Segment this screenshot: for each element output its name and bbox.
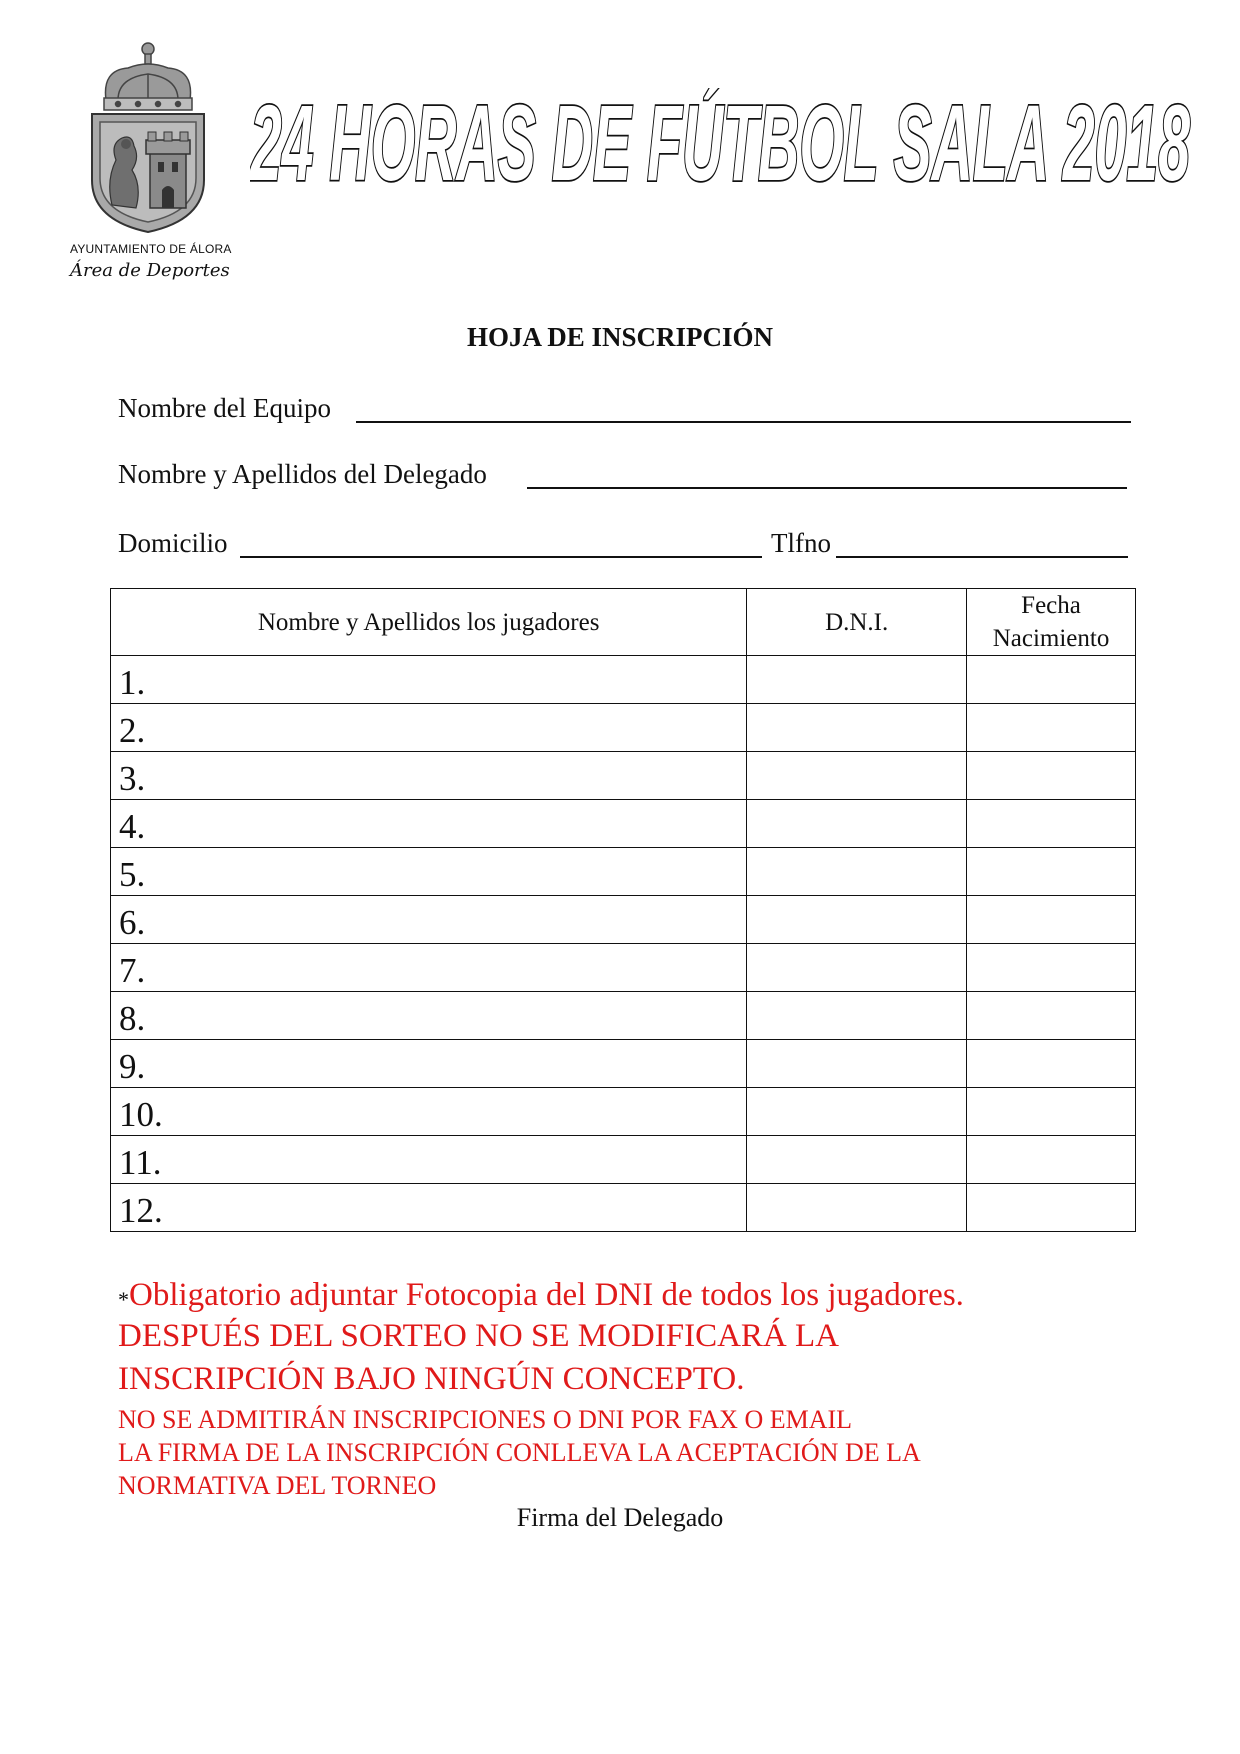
table-row	[111, 800, 1136, 848]
dni-cell[interactable]	[747, 752, 967, 800]
dni-cell[interactable]	[747, 896, 967, 944]
sheet-title: HOJA DE INSCRIPCIÓN	[466, 322, 774, 352]
table-row	[111, 896, 1136, 944]
notice-asterisk: *	[118, 1287, 129, 1312]
player-name-cell[interactable]: 10.	[111, 1088, 747, 1136]
notice-line-2: DESPUÉS DEL SORTEO NO SE MODIFICARÁ LA	[118, 1318, 840, 1354]
birth-date-cell[interactable]	[967, 896, 1136, 944]
birth-date-cell[interactable]	[967, 1184, 1136, 1232]
player-name-cell[interactable]: 2.	[111, 704, 747, 752]
table-row	[111, 1184, 1136, 1232]
birth-date-cell[interactable]	[967, 800, 1136, 848]
address-label: Domicilio	[118, 528, 228, 558]
organization-name: AYUNTAMIENTO DE ÁLORA	[70, 242, 232, 256]
player-name-cell[interactable]: 8.	[111, 992, 747, 1040]
table-row	[111, 1040, 1136, 1088]
municipal-logo	[60, 40, 230, 290]
birth-date-cell[interactable]	[967, 1040, 1136, 1088]
table-row	[111, 656, 1136, 704]
header-player-name: Nombre y Apellidos los jugadores	[111, 589, 747, 656]
table-row	[111, 992, 1136, 1040]
players-table	[110, 588, 1136, 1232]
delegate-signature-label: Firma del Delegado	[516, 1503, 724, 1532]
coat-of-arms-icon	[88, 40, 208, 235]
notice-line-3: INSCRIPCIÓN BAJO NINGÚN CONCEPTO.	[118, 1361, 745, 1397]
notice-line-5: LA FIRMA DE LA INSCRIPCIÓN CONLLEVA LA ACEPTACIÓN DE LA	[118, 1438, 921, 1467]
birth-date-cell[interactable]	[967, 752, 1136, 800]
dni-cell[interactable]	[747, 1088, 967, 1136]
team-name-label: Nombre del Equipo	[118, 393, 331, 423]
team-name-field[interactable]	[356, 421, 1131, 423]
birth-date-cell[interactable]	[967, 944, 1136, 992]
notice-line-6: NORMATIVA DEL TORNEO	[118, 1471, 437, 1500]
table-row	[111, 848, 1136, 896]
address-field[interactable]	[240, 556, 762, 558]
dni-cell[interactable]	[747, 704, 967, 752]
table-row	[111, 752, 1136, 800]
event-title-text: 24 HORAS DE FÚTBOL SALA 2018	[250, 88, 1190, 198]
notice-line-1: Obligatorio adjuntar Fotocopia del DNI de todos los jugadores.	[129, 1277, 964, 1313]
table-row	[111, 704, 1136, 752]
phone-field[interactable]	[836, 556, 1128, 558]
player-name-cell[interactable]: 12.	[111, 1184, 747, 1232]
header-dni: D.N.I.	[747, 589, 967, 656]
header-birth-date-line2: Nacimiento	[992, 625, 1110, 652]
dni-cell[interactable]	[747, 800, 967, 848]
player-name-cell[interactable]: 1.	[111, 656, 747, 704]
delegate-name-label: Nombre y Apellidos del Delegado	[118, 459, 487, 489]
table-row	[111, 944, 1136, 992]
birth-date-cell[interactable]	[967, 704, 1136, 752]
dni-cell[interactable]	[747, 1040, 967, 1088]
dni-cell[interactable]	[747, 848, 967, 896]
birth-date-cell[interactable]	[967, 1136, 1136, 1184]
birth-date-cell[interactable]	[967, 656, 1136, 704]
birth-date-cell[interactable]	[967, 1088, 1136, 1136]
player-name-cell[interactable]: 7.	[111, 944, 747, 992]
dni-cell[interactable]	[747, 656, 967, 704]
player-name-cell[interactable]: 9.	[111, 1040, 747, 1088]
player-name-cell[interactable]: 11.	[111, 1136, 747, 1184]
header-birth-date	[967, 589, 1136, 656]
player-name-cell[interactable]: 4.	[111, 800, 747, 848]
birth-date-cell[interactable]	[967, 848, 1136, 896]
delegate-name-field[interactable]	[527, 487, 1127, 489]
table-row	[111, 1136, 1136, 1184]
table-header-row	[111, 589, 1136, 656]
header-birth-date-line1: Fecha	[1021, 592, 1081, 619]
dni-cell[interactable]	[747, 944, 967, 992]
department-name: Área de Deportes	[70, 260, 230, 281]
birth-date-cell[interactable]	[967, 992, 1136, 1040]
player-name-cell[interactable]: 3.	[111, 752, 747, 800]
player-name-cell[interactable]: 6.	[111, 896, 747, 944]
phone-label: Tlfno	[771, 528, 831, 558]
notice-dni-photocopy	[118, 1277, 964, 1314]
table-row	[111, 1088, 1136, 1136]
event-title	[250, 88, 1195, 198]
dni-cell[interactable]	[747, 1184, 967, 1232]
dni-cell[interactable]	[747, 1136, 967, 1184]
dni-cell[interactable]	[747, 992, 967, 1040]
player-name-cell[interactable]: 5.	[111, 848, 747, 896]
notice-line-4: NO SE ADMITIRÁN INSCRIPCIONES O DNI POR FAX O EMAIL	[118, 1405, 853, 1434]
